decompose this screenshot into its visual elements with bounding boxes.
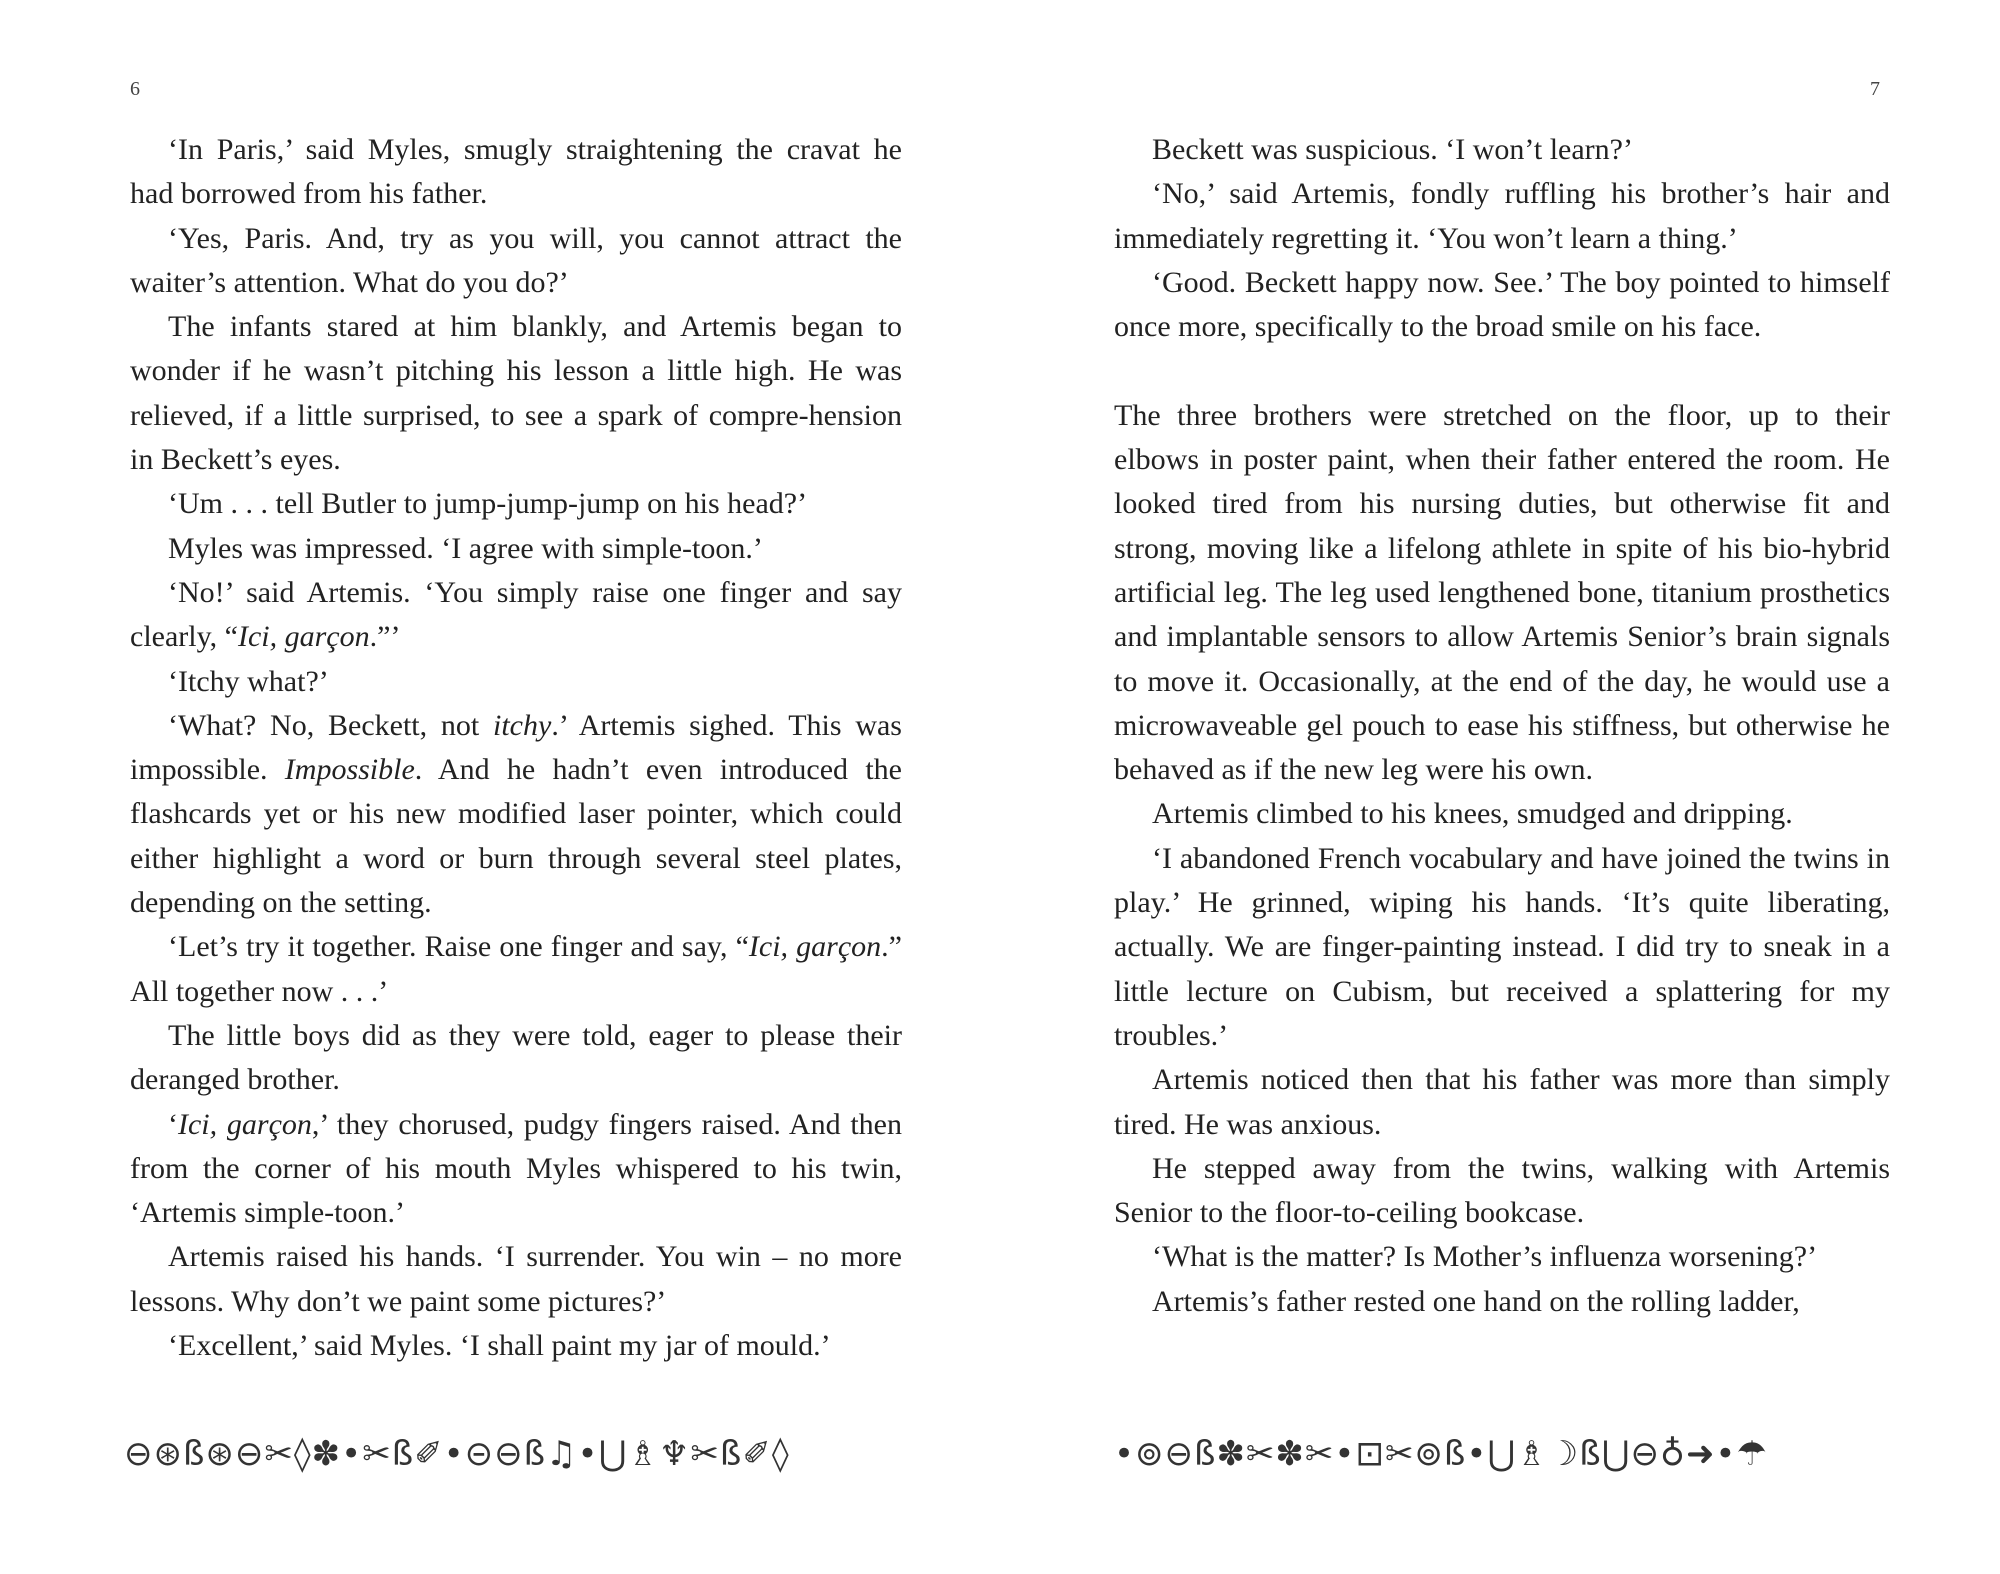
text-run: ‘Um . . . tell Butler to jump-jump-jump on his head?’ (168, 487, 808, 521)
paragraph (1114, 128, 1890, 172)
text-run: The infants stared at him blankly, and Artemis began to wonder if he wasn’t pitching his lesson a little high. He was relieved, if a little surprised, to see a spark of compre-hension in Beckett’s eyes. (130, 310, 902, 477)
paragraph (1114, 172, 1890, 261)
text-run: Artemis raised his hands. ‘I surrender. You win – no more lessons. Why don’t we paint some pictures?’ (130, 1240, 902, 1318)
paragraph (130, 925, 902, 1014)
italic-text: Ici, garçon (178, 1107, 312, 1141)
italic-text: Ici, garçon (237, 620, 370, 654)
text-run: ‘I abandoned French vocabulary and have joined the twins in play.’ He grinned, wiping his hands. ‘It’s quite liberating, actually. We are finger-painting instead. I did try to sneak in a little lecture on Cubism, but received a splattering for my troubles.’ (1114, 841, 1890, 1052)
body-text (1114, 128, 1890, 1324)
paragraph (130, 1014, 902, 1103)
paragraph (1114, 1280, 1890, 1324)
text-run: ‘Good. Beckett happy now. See.’ The boy pointed to himself once more, specifically to the broad smile on his face. (1114, 265, 1890, 344)
text-run: . And he hadn’t even introduced the flashcards yet or his new modified laser pointer, which could either highlight a word or burn through several steel plates, depending on the setting. (130, 753, 902, 920)
paragraph (1114, 837, 1890, 1058)
paragraph (130, 1235, 902, 1324)
gnommish-code-footer: •⊚⊖ß✽✂︎✽✂︎•⊡✂︎⊚ß•⋃♗☽ß⋃⊖♁➜•☂︎ (1114, 1434, 1768, 1474)
text-run: Beckett was suspicious. ‘I won’t learn?’ (1152, 133, 1633, 166)
paragraph (1114, 261, 1890, 350)
italic-text: Ici, garçon (748, 930, 882, 964)
paragraph (1114, 1235, 1890, 1279)
paragraph (1114, 792, 1890, 836)
paragraph (130, 704, 902, 925)
paragraph (130, 482, 902, 526)
text-run: Artemis climbed to his knees, smudged and dripping. (1152, 797, 1793, 831)
paragraph (1114, 1147, 1890, 1236)
paragraph (1114, 1058, 1890, 1147)
body-text (130, 128, 902, 1368)
text-run: He stepped away from the twins, walking with Artemis Senior to the floor-to-ceiling bookcase. (1114, 1151, 1890, 1230)
page-number: 7 (1870, 78, 1880, 100)
paragraph (130, 527, 902, 571)
section-break (1114, 349, 1890, 393)
text-run: ‘Yes, Paris. And, try as you will, you cannot attract the waiter’s attention. What do you do?’ (130, 221, 902, 299)
italic-text: Impossible (284, 753, 415, 787)
text-run: ,’ they chorused, pudgy fingers raised. And then from the corner of his mouth Myles whispered to his twin, ‘Artemis simple-toon.’ (130, 1107, 902, 1230)
text-run: ‘What is the matter? Is Mother’s influenza worsening?’ (1152, 1240, 1818, 1274)
text-run: .” All together now . . .’ (130, 930, 902, 1008)
text-run: ‘No,’ said Artemis, fondly ruffling his brother’s hair and immediately regretting it. ‘You won’t learn a thing.’ (1114, 177, 1890, 255)
paragraph (130, 571, 902, 660)
text-run: Artemis noticed then that his father was more than simply tired. He was anxious. (1114, 1063, 1890, 1141)
page-number: 6 (130, 78, 140, 100)
text-run: ‘ (168, 1107, 178, 1141)
paragraph (130, 217, 902, 306)
paragraph (130, 305, 902, 482)
paragraph (1114, 394, 1890, 793)
text-run: .’ Artemis sighed. This was impossible. (130, 708, 902, 787)
text-run: ‘Itchy what?’ (168, 664, 329, 698)
paragraph (130, 1103, 902, 1236)
paragraph (130, 128, 902, 217)
text-run: Artemis’s father rested one hand on the rolling ladder, (1152, 1284, 1800, 1318)
text-run: The little boys did as they were told, eager to please their deranged brother. (130, 1018, 902, 1097)
text-run: ‘No!’ said Artemis. ‘You simply raise one finger and say clearly, “ (130, 575, 902, 654)
text-run: Myles was impressed. ‘I agree with simple-toon.’ (168, 531, 763, 565)
gnommish-code-footer: ⊖⊛ß⊛⊖✂︎◊✽•✂︎ß✐•⊝⊖ß♫•⋃♗♆✂︎ß✐◊ (124, 1434, 790, 1474)
text-run: ‘Excellent,’ said Myles. ‘I shall paint my jar of mould.’ (168, 1329, 831, 1363)
text-run: .”’ (369, 620, 401, 654)
paragraph (130, 660, 902, 704)
text-run: ‘Let’s try it together. Raise one finger and say, “ (168, 930, 749, 964)
text-run: The three brothers were stretched on the floor, up to their elbows in poster paint, when their father entered the room. He looked tired from his nursing duties, but otherwise fit and strong, moving like a lifelong athlete in spite of his bio-hybrid artificial leg. The leg used lengthened bone, titanium prosthetics and implantable sensors to allow Artemis Senior’s brain signals to move it. Occasionally, at the end of the day, he would use a microwaveable gel pouch to ease his stiffness, but otherwise he behaved as if the new leg were his own. (1114, 398, 1890, 787)
right-page (1000, 0, 2000, 1574)
italic-text: itchy (493, 708, 552, 742)
paragraph (130, 1324, 902, 1368)
text-run: ‘What? No, Beckett, not (168, 708, 494, 742)
text-run: ‘In Paris,’ said Myles, smugly straightening the cravat he had borrowed from his father. (130, 133, 902, 211)
